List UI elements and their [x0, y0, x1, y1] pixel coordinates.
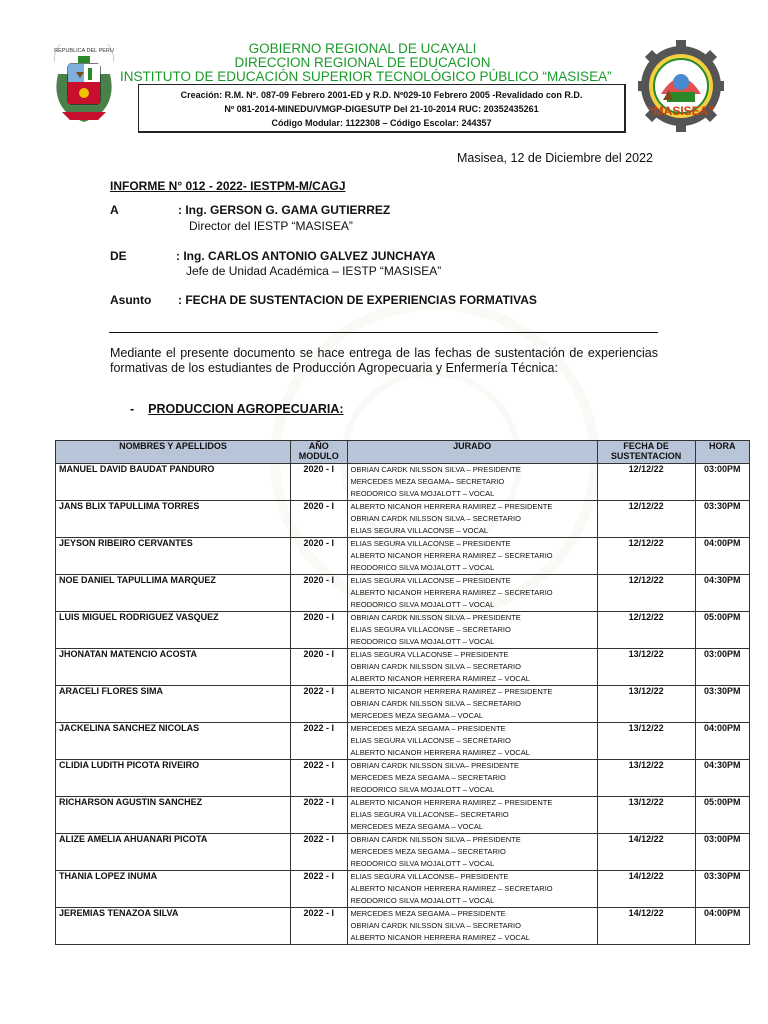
jury-member: OBRIAN CARDK NILSSON SILVA– PRESIDENTE [350, 761, 520, 770]
table-row [56, 649, 750, 686]
jury-cell [347, 464, 597, 501]
module-year-cell: 2022 - I [291, 834, 347, 871]
from-name: : Ing. CARLOS ANTONIO GALVEZ JUNCHAYA [176, 249, 436, 263]
module-year-cell: 2022 - I [291, 760, 347, 797]
org-line-3: INSTITUTO DE EDUCACIÓN SUPERIOR TECNOLÓGICO PÚBLICO “MASISEA” [120, 69, 612, 84]
defense-date-cell: 13/12/22 [597, 760, 695, 797]
jury-member: ALBERTO NICANOR HERRERA RAMIREZ – PRESIDENTE [350, 798, 553, 807]
defense-date-cell: 13/12/22 [597, 686, 695, 723]
to-name: : Ing. GERSON G. GAMA GUTIERREZ [178, 203, 391, 217]
defense-date-cell: 14/12/22 [597, 834, 695, 871]
student-name-cell: JEREMIAS TENAZOA SILVA [56, 908, 291, 945]
jury-member: OBRIAN CARDK NILSSON SILVA – SECRETARIO [350, 921, 521, 930]
report-number: INFORME N° 012 - 2022- IESTPM-M/CAGJ [110, 179, 346, 193]
jury-member: MERCEDES MEZA SEGAMA – SECRETARIO [350, 773, 506, 782]
jury-member: ELIAS SEGURA VILLACONSE – SECRETARIO [350, 625, 511, 634]
section-heading [130, 402, 344, 416]
module-year-cell: 2022 - I [291, 908, 347, 945]
from-role: Jefe de Unidad Académica – IESTP “MASISEA” [186, 264, 442, 278]
defense-date-cell: 12/12/22 [597, 464, 695, 501]
jury-member: ALBERTO NICANOR HERRERA RAMIREZ – VOCAL [350, 674, 530, 683]
module-year-cell: 2022 - I [291, 686, 347, 723]
defense-date-cell: 12/12/22 [597, 538, 695, 575]
student-name-cell: NOE DANIEL TAPULLIMA MARQUEZ [56, 575, 291, 612]
from-label: DE [110, 249, 127, 263]
jury-member: ELIAS SEGURA VILLACONSE – PRESIDENTE [350, 539, 511, 548]
jury-cell [347, 871, 597, 908]
defense-hour-cell: 03:00PM [695, 834, 749, 871]
jury-member: OBRIAN CARDK NILSSON SILVA – SECRETARIO [350, 514, 521, 523]
jury-member: OBRIAN CARDK NILSSON SILVA – PRESIDENTE [350, 613, 521, 622]
jury-member: ALBERTO NICANOR HERRERA RAMIREZ – VOCAL [350, 748, 530, 757]
jury-cell [347, 797, 597, 834]
table-row [56, 464, 750, 501]
defense-hour-cell: 05:00PM [695, 797, 749, 834]
header-year: AÑO MODULO [291, 441, 347, 464]
defense-date-cell: 12/12/22 [597, 575, 695, 612]
student-name-cell: JANS BLIX TAPULLIMA TORRES [56, 501, 291, 538]
section-title: PRODUCCION AGROPECUARIA: [148, 402, 344, 416]
jury-member: MERCEDES MEZA SEGAMA – PRESIDENTE [350, 724, 506, 733]
jury-member: ELIAS SEGURA VILLACONSE – VOCAL [350, 526, 489, 535]
jury-member: ELIAS SEGURA VLLACONSE – PRESIDENTE [350, 650, 509, 659]
jury-member: REODORICO SILVA MOJALOTT – VOCAL [350, 563, 495, 572]
table-row [56, 538, 750, 575]
module-year-cell: 2020 - I [291, 612, 347, 649]
jury-cell [347, 649, 597, 686]
header-jury: JURADO [347, 441, 597, 464]
table-row [56, 612, 750, 649]
jury-cell [347, 612, 597, 649]
header-hour: HORA [695, 441, 749, 464]
logo-text: “MASISEA” [647, 104, 715, 118]
jury-member: REODORICO SILVA MOJALOTT – VOCAL [350, 600, 495, 609]
defense-hour-cell: 04:00PM [695, 538, 749, 575]
subject-label: Asunto [110, 293, 152, 307]
jury-member: ALBERTO NICANOR HERRERA RAMIREZ – PRESIDENTE [350, 502, 553, 511]
student-name-cell: JHONATAN MATENCIO ACOSTA [56, 649, 291, 686]
jury-member: OBRIAN CARDK NILSSON SILVA – SECRETARIO [350, 699, 521, 708]
table-row [56, 723, 750, 760]
jury-member: ALBERTO NICANOR HERRERA RAMIREZ – SECRETARIO [350, 884, 553, 893]
table-row [56, 908, 750, 945]
module-year-cell: 2022 - I [291, 797, 347, 834]
svg-text:REPUBLICA DEL PERU: REPUBLICA DEL PERU [54, 48, 114, 54]
jury-member: MERCEDES MEZA SEGAMA – PRESIDENTE [350, 909, 506, 918]
student-name-cell: RICHARSON AGUSTIN SANCHEZ [56, 797, 291, 834]
defense-hour-cell: 03:00PM [695, 464, 749, 501]
divider [109, 332, 658, 333]
defense-hour-cell: 03:30PM [695, 871, 749, 908]
student-name-cell: JACKELINA SANCHEZ NICOLAS [56, 723, 291, 760]
jury-cell [347, 686, 597, 723]
table-row [56, 760, 750, 797]
jury-member: ALBERTO NICANOR HERRERA RAMIREZ – VOCAL [350, 933, 530, 942]
info-line-2: Nº 081-2014-MINEDU/VMGP-DIGESUTP Del 21-10-2014 RUC: 20352435261 [224, 104, 539, 114]
student-name-cell: THANIA LOPEZ INUMA [56, 871, 291, 908]
jury-cell [347, 538, 597, 575]
jury-cell [347, 575, 597, 612]
module-year-cell: 2020 - I [291, 575, 347, 612]
table-header-row [56, 441, 750, 464]
jury-member: ELIAS SEGURA VILLACONSE – SECRETARIO [350, 736, 511, 745]
student-name-cell: LUIS MIGUEL RODRIGUEZ VASQUEZ [56, 612, 291, 649]
jury-member: REODORICO SILVA MOJALOTT – VOCAL [350, 637, 495, 646]
defense-hour-cell: 03:30PM [695, 686, 749, 723]
schedule-table [55, 440, 750, 945]
module-year-cell: 2022 - I [291, 871, 347, 908]
student-name-cell: MANUEL DAVID BAUDAT PANDURO [56, 464, 291, 501]
to-label: A [110, 203, 119, 217]
student-name-cell: CLIDIA LUDITH PICOTA RIVEIRO [56, 760, 291, 797]
jury-member: MERCEDES MEZA SEGAMA – VOCAL [350, 711, 484, 720]
info-line-1: Creación: R.M. Nº. 087-09 Febrero 2001-ED y R.D. Nº029-10 Febrero 2005 -Revalidado con R.D. [180, 90, 583, 100]
jury-member: ALBERTO NICANOR HERRERA RAMIREZ – SECRETARIO [350, 551, 553, 560]
jury-member: REODORICO SILVA MOJALOTT – VOCAL [350, 859, 495, 868]
header-date: FECHA DE SUSTENTACION [597, 441, 695, 464]
jury-member: OBRIAN CARDK NILSSON SILVA – SECRETARIO [350, 662, 521, 671]
jury-member: OBRIAN CARDK NILSSON SILVA – PRESIDENTE [350, 465, 521, 474]
jury-member: MERCEDES MEZA SEGAMA – SECRETARIO [350, 847, 506, 856]
table-row [56, 575, 750, 612]
student-name-cell: JEYSON RIBEIRO CERVANTES [56, 538, 291, 575]
intro-paragraph: Mediante el presente documento se hace entrega de las fechas de sustentación de experiencias formativas de los estudiantes de Producción Agropecuaria y Enfermería Técnica: [110, 346, 658, 375]
defense-hour-cell: 04:30PM [695, 760, 749, 797]
defense-hour-cell: 05:00PM [695, 612, 749, 649]
table-row [56, 501, 750, 538]
table-row [56, 686, 750, 723]
jury-cell [347, 834, 597, 871]
institution-info-box [138, 84, 626, 133]
header-name: NOMBRES Y APELLIDOS [56, 441, 291, 464]
jury-member: REODORICO SILVA MOJALOTT – VOCAL [350, 489, 495, 498]
defense-hour-cell: 03:30PM [695, 501, 749, 538]
org-line-2: DIRECCION REGIONAL DE EDUCACION [234, 55, 491, 70]
defense-date-cell: 13/12/22 [597, 723, 695, 760]
header-organization [120, 41, 612, 84]
jury-member: ALBERTO NICANOR HERRERA RAMIREZ – SECRETARIO [350, 588, 553, 597]
to-role: Director del IESTP “MASISEA” [189, 219, 353, 233]
jury-cell [347, 501, 597, 538]
defense-hour-cell: 04:00PM [695, 908, 749, 945]
jury-member: ELIAS SEGURA VILLACONSE – PRESIDENTE [350, 576, 511, 585]
defense-date-cell: 12/12/22 [597, 501, 695, 538]
defense-date-cell: 14/12/22 [597, 871, 695, 908]
module-year-cell: 2020 - I [291, 464, 347, 501]
module-year-cell: 2022 - I [291, 723, 347, 760]
peru-seal-logo [48, 44, 120, 130]
table-row [56, 871, 750, 908]
defense-hour-cell: 03:00PM [695, 649, 749, 686]
jury-member: REODORICO SILVA MOJALOTT – VOCAL [350, 785, 495, 794]
org-line-1: GOBIERNO REGIONAL DE UCAYALI [248, 41, 477, 56]
defense-hour-cell: 04:30PM [695, 575, 749, 612]
defense-date-cell: 13/12/22 [597, 649, 695, 686]
student-name-cell: ALIZE AMELIA AHUANARI PICOTA [56, 834, 291, 871]
student-name-cell: ARACELI FLORES SIMA [56, 686, 291, 723]
defense-date-cell: 13/12/22 [597, 797, 695, 834]
jury-member: OBRIAN CARDK NILSSON SILVA – PRESIDENTE [350, 835, 521, 844]
jury-member: ELIAS SEGURA VILLACONSE– PRESIDENTE [350, 872, 509, 881]
table-row [56, 797, 750, 834]
masisea-institute-logo [638, 40, 724, 140]
defense-date-cell: 14/12/22 [597, 908, 695, 945]
jury-cell [347, 908, 597, 945]
section-dash: - [130, 402, 135, 416]
defense-date-cell: 12/12/22 [597, 612, 695, 649]
jury-member: MERCEDES MEZA SEGAMA– SECRETARIO [350, 477, 505, 486]
subject-text: : FECHA DE SUSTENTACION DE EXPERIENCIAS FORMATIVAS [178, 293, 537, 307]
defense-hour-cell: 04:00PM [695, 723, 749, 760]
jury-member: ELIAS SEGURA VILLACONSE– SECRETARIO [350, 810, 509, 819]
jury-member: REODORICO SILVA MOJALOTT – VOCAL [350, 896, 495, 905]
module-year-cell: 2020 - I [291, 538, 347, 575]
info-line-3: Código Modular: 1122308 – Código Escolar: 244357 [271, 118, 492, 128]
table-row [56, 834, 750, 871]
document-date: Masisea, 12 de Diciembre del 2022 [457, 151, 653, 165]
module-year-cell: 2020 - I [291, 649, 347, 686]
module-year-cell: 2020 - I [291, 501, 347, 538]
jury-member: ALBERTO NICANOR HERRERA RAMIREZ – PRESIDENTE [350, 687, 553, 696]
jury-member: MERCEDES MEZA SEGAMA – VOCAL [350, 822, 484, 831]
jury-cell [347, 723, 597, 760]
jury-cell [347, 760, 597, 797]
